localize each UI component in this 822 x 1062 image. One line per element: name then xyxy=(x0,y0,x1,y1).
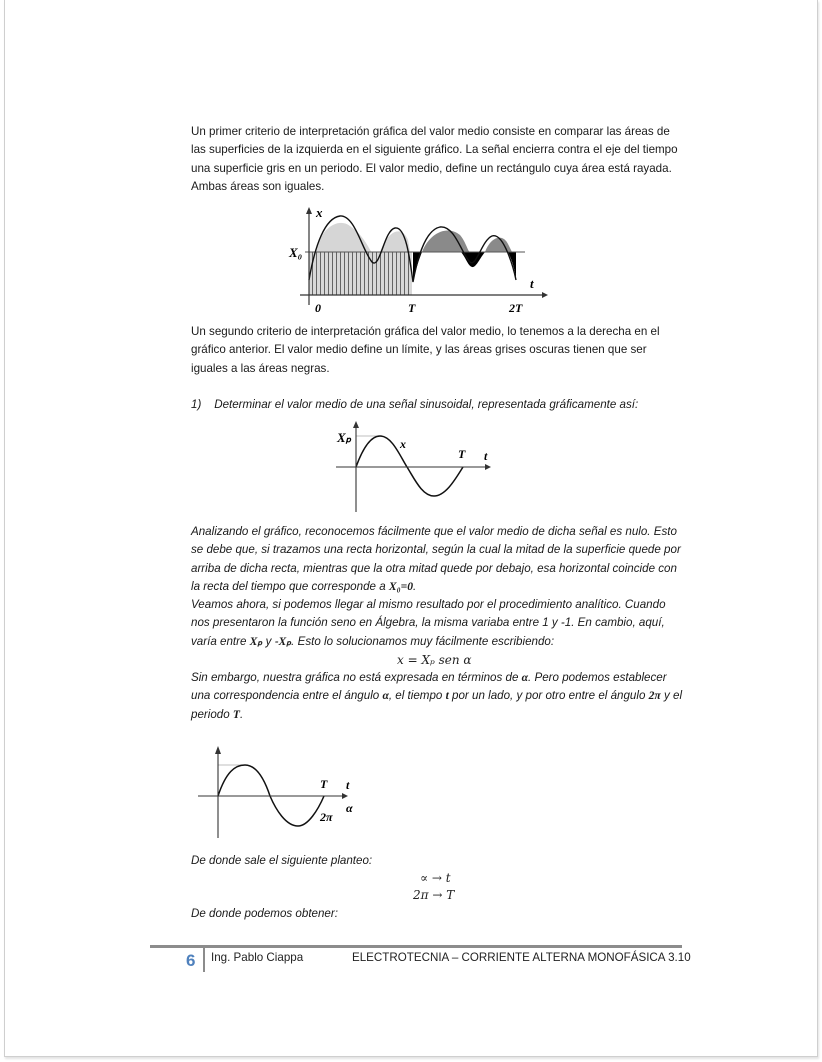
footer-divider xyxy=(150,945,682,948)
fig1-tick-0: 0 xyxy=(315,301,321,315)
fig3-tick-T: T xyxy=(320,777,328,791)
fig3-tick-2pi: 2π xyxy=(320,810,333,824)
equation-sine: x = Xₚ sen α xyxy=(397,653,472,667)
fig1-level-label: X₀ xyxy=(289,245,303,260)
footer-author: Ing. Pablo Ciappa xyxy=(211,951,304,964)
relation-alpha-t: ∝ → t xyxy=(420,871,451,885)
fig1-tick-2T: 2T xyxy=(509,301,523,315)
fig3-x-label-t: t xyxy=(346,778,350,792)
figure-mean-value-areas xyxy=(280,200,550,320)
paragraph-analytic: Veamos ahora, si podemos llegar al mismo resultado por el procedimiento analítico. Cuando nos presentaron la función seno en Álgebra, la misma variaba entre 1 y -1. En cambio, aquí, varía entre Xₚ y -Xₚ. Esto lo solucionamos muy fácilmente escribiendo: xyxy=(191,598,666,648)
paragraph-second-criterion: Un segundo criterio de interpretación gráfica del valor medio, lo tenemos a la derecha en el gráfico anterior. El valor medio define un límite, y las áreas grises oscuras tienen que ser iguales a las áreas negras. xyxy=(191,325,660,375)
fig1-y-label: x xyxy=(316,205,323,220)
fig1-x-label: t xyxy=(530,276,534,291)
paragraph-planteo: De donde sale el siguiente planteo: xyxy=(191,854,373,867)
footer-document-title: ELECTROTECNIA – CORRIENTE ALTERNA MONOFÁSICA 3.10 xyxy=(352,951,691,964)
figure-sine-signal xyxy=(320,420,510,515)
fig3-x-label-alpha: α xyxy=(346,801,353,815)
fig1-tick-T: T xyxy=(408,301,416,315)
relation-2pi-T: 2π → T xyxy=(413,888,455,902)
symbol-x0: X₀=0 xyxy=(388,579,414,593)
fig2-curve-label: x xyxy=(400,437,406,451)
fig2-tick-T: T xyxy=(458,447,466,461)
paragraph-obtain: De donde podemos obtener: xyxy=(191,907,338,920)
footer-vertical-divider xyxy=(203,948,205,972)
paragraph-analysis: Analizando el gráfico, reconocemos fácilmente que el valor medio de dicha señal es nulo. Esto se debe que, si trazamos una recta horizontal, según la cual la mitad de la superficie quede por arriba de dicha recta, mientras que la otra mitad quede por debajo, esa horizontal coincide con la recta del tiempo que corresponde a X₀=0. xyxy=(191,525,681,593)
fig2-peak-label: Xₚ xyxy=(337,430,352,445)
figure-sine-angle xyxy=(190,740,370,840)
exercise-1-heading: 1) Determinar el valor medio de una señal sinusoidal, representada gráficamente así: xyxy=(191,398,639,411)
page-number: 6 xyxy=(186,951,196,970)
fig2-x-label: t xyxy=(484,449,488,463)
paragraph-correspondence: Sin embargo, nuestra gráfica no está expresada en términos de α. Pero podemos establecer una correspondencia entre el ángulo α, el tiempo t por un lado, y por otro entre el ángulo 2π y el periodo T. xyxy=(191,671,683,721)
paragraph-intro: Un primer criterio de interpretación gráfica del valor medio consiste en comparar las áreas de las superficies de la izquierda en el siguiente gráfico. La señal encierra contra el eje del tiempo una superficie gris en un periodo. El valor medio, define un rectángulo cuya área está rayada. Ambas áreas son iguales. xyxy=(191,125,678,193)
